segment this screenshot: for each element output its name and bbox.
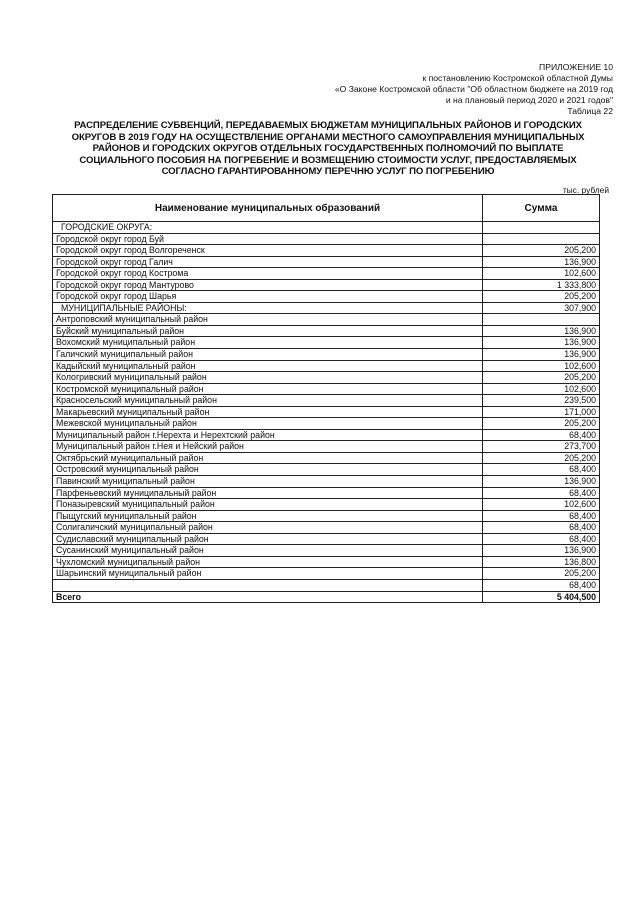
table-row <box>53 429 600 441</box>
title-line: СОГЛАСНО ГАРАНТИРОВАННОМУ ПЕРЕЧНЮ УСЛУГ ПО ПОГРЕБЕНИЮ <box>161 166 495 178</box>
subvention-amount <box>483 233 600 245</box>
subvention-amount: 68,400 <box>483 487 600 499</box>
title-line: ОКРУГОВ В 2019 ГОДУ НА ОСУЩЕСТВЛЕНИЕ ОРГАНАМИ МЕСТНОГО САМОУПРАВЛЕНИЯ МУНИЦИПАЛЬНЫХ <box>71 131 585 143</box>
total-row <box>53 591 600 603</box>
table-row <box>53 545 600 557</box>
municipality-name: Городской округ город Буй <box>53 233 483 245</box>
subvention-amount: 136,800 <box>483 556 600 568</box>
municipality-name: Красносельский муниципальный район <box>53 395 483 407</box>
subvention-amount: 68,400 <box>483 464 600 476</box>
municipality-name: ГОРОДСКИЕ ОКРУГА: <box>53 222 483 234</box>
table-row <box>53 372 600 384</box>
municipality-name: Кологривский муниципальный район <box>53 372 483 384</box>
table-row <box>53 568 600 580</box>
table-row <box>53 418 600 430</box>
municipality-name: Городской округ город Мантурово <box>53 279 483 291</box>
units-label: тыс. рублей <box>562 185 609 195</box>
municipality-name: Макарьевский муниципальный район <box>53 406 483 418</box>
table-row <box>53 314 600 326</box>
subvention-amount: 136,900 <box>483 545 600 557</box>
table-row <box>53 291 600 303</box>
table-row <box>53 233 600 245</box>
table-number: Таблица 22 <box>567 106 613 116</box>
subvention-amount: 102,600 <box>483 360 600 372</box>
subvention-amount: 136,900 <box>483 325 600 337</box>
subvention-amount <box>483 314 600 326</box>
table-body <box>53 222 600 603</box>
section-row <box>53 302 600 314</box>
subvention-amount: 102,600 <box>483 499 600 511</box>
table-row <box>53 383 600 395</box>
table-row <box>53 476 600 488</box>
table-row <box>53 487 600 499</box>
municipality-name: Костромской муниципальный район <box>53 383 483 395</box>
municipality-name: Муниципальный район г.Нея и Нейский район <box>53 441 483 453</box>
table-row <box>53 579 600 591</box>
subvention-amount: 5 404,500 <box>483 591 600 603</box>
municipality-name: Городской округ город Шарья <box>53 291 483 303</box>
subvention-amount: 205,200 <box>483 291 600 303</box>
municipality-name: Павинский муниципальный район <box>53 476 483 488</box>
table-row <box>53 349 600 361</box>
appendix-period: и на плановый период 2020 и 2021 годов" <box>445 95 613 105</box>
table-row <box>53 337 600 349</box>
table-row <box>53 360 600 372</box>
table-row <box>53 452 600 464</box>
appendix-law-ref: «О Законе Костромской области "Об областном бюджете на 2019 год <box>334 84 613 94</box>
table-row <box>53 325 600 337</box>
table-row <box>53 279 600 291</box>
appendix-resolution-ref: к постановлению Костромской областной Думы <box>422 73 613 83</box>
subvention-amount: 273,700 <box>483 441 600 453</box>
subvention-amount: 205,200 <box>483 245 600 257</box>
municipality-name: Городской округ город Волгореченск <box>53 245 483 257</box>
municipality-name: Октябрьский муниципальный район <box>53 452 483 464</box>
municipality-name: Кадыйский муниципальный район <box>53 360 483 372</box>
column-header-name: Наименование муниципальных образований <box>53 195 483 222</box>
municipality-name: Чухломский муниципальный район <box>53 556 483 568</box>
table-row <box>53 510 600 522</box>
subvention-amount: 136,900 <box>483 256 600 268</box>
municipality-name: Муниципальный район г.Нерехта и Нерехтский район <box>53 429 483 441</box>
municipality-name: Галичский муниципальный район <box>53 349 483 361</box>
municipality-name: МУНИЦИПАЛЬНЫЕ РАЙОНЫ: <box>53 302 483 314</box>
municipality-name <box>53 579 483 591</box>
municipality-name: Антроповский муниципальный район <box>53 314 483 326</box>
subvention-amount: 68,400 <box>483 429 600 441</box>
table-row <box>53 556 600 568</box>
appendix-number: ПРИЛОЖЕНИЕ 10 <box>539 62 613 72</box>
subventions-table <box>52 194 600 603</box>
table-row <box>53 522 600 534</box>
municipality-name: Буйский муниципальный район <box>53 325 483 337</box>
subvention-amount: 239,500 <box>483 395 600 407</box>
subvention-amount: 68,400 <box>483 533 600 545</box>
subvention-amount: 171,000 <box>483 406 600 418</box>
municipality-name: Городской округ город Кострома <box>53 268 483 280</box>
table-row <box>53 441 600 453</box>
table-row <box>53 245 600 257</box>
table-row <box>53 499 600 511</box>
table-row <box>53 395 600 407</box>
appendix-header <box>253 62 613 117</box>
municipality-name: Шарьинский муниципальный район <box>53 568 483 580</box>
subvention-amount: 68,400 <box>483 510 600 522</box>
municipality-name: Поназыревский муниципальный район <box>53 499 483 511</box>
title-line: РАЙОНОВ И ГОРОДСКИХ ОКРУГОВ ОТДЕЛЬНЫХ ГОСУДАРСТВЕННЫХ ПОЛНОМОЧИЙ ПО ВЫПЛАТЕ <box>92 143 564 155</box>
municipality-name: Всего <box>53 591 483 603</box>
title-line: РАСПРЕДЕЛЕНИЕ СУБВЕНЦИЙ, ПЕРЕДАВАЕМЫХ БЮДЖЕТАМ МУНИЦИПАЛЬНЫХ РАЙОНОВ И ГОРОДСКИХ <box>74 120 582 131</box>
table-row <box>53 406 600 418</box>
subvention-amount: 205,200 <box>483 568 600 580</box>
municipality-name: Судиславский муниципальный район <box>53 533 483 545</box>
document-title <box>58 120 598 178</box>
section-row <box>53 222 600 234</box>
title-line: СОЦИАЛЬНОГО ПОСОБИЯ НА ПОГРЕБЕНИЕ И ВОЗМЕЩЕНИЮ СТОИМОСТИ УСЛУГ, ПРЕДОСТАВЛЯЕМЫХ <box>79 154 577 166</box>
subvention-amount: 205,200 <box>483 372 600 384</box>
table-row <box>53 533 600 545</box>
subvention-amount: 205,200 <box>483 452 600 464</box>
table-header-row <box>53 195 600 222</box>
subvention-amount <box>483 222 600 234</box>
subvention-amount: 136,900 <box>483 337 600 349</box>
municipality-name: Межевской муниципальный район <box>53 418 483 430</box>
subvention-amount: 68,400 <box>483 522 600 534</box>
subvention-amount: 68,400 <box>483 579 600 591</box>
subvention-amount: 136,900 <box>483 476 600 488</box>
subvention-amount: 1 333,800 <box>483 279 600 291</box>
subvention-amount: 136,900 <box>483 349 600 361</box>
municipality-name: Парфеньевский муниципальный район <box>53 487 483 499</box>
municipality-name: Островский муниципальный район <box>53 464 483 476</box>
municipality-name: Городской округ город Галич <box>53 256 483 268</box>
subvention-amount: 307,900 <box>483 302 600 314</box>
table-row <box>53 464 600 476</box>
subvention-amount: 205,200 <box>483 418 600 430</box>
municipality-name: Пыщугский муниципальный район <box>53 510 483 522</box>
municipality-name: Вохомский муниципальный район <box>53 337 483 349</box>
municipality-name: Солигаличский муниципальный район <box>53 522 483 534</box>
table-row <box>53 256 600 268</box>
municipality-name: Сусанинский муниципальный район <box>53 545 483 557</box>
subvention-amount: 102,600 <box>483 268 600 280</box>
table-row <box>53 268 600 280</box>
column-header-amount: Сумма <box>483 195 600 222</box>
subvention-amount: 102,600 <box>483 383 600 395</box>
